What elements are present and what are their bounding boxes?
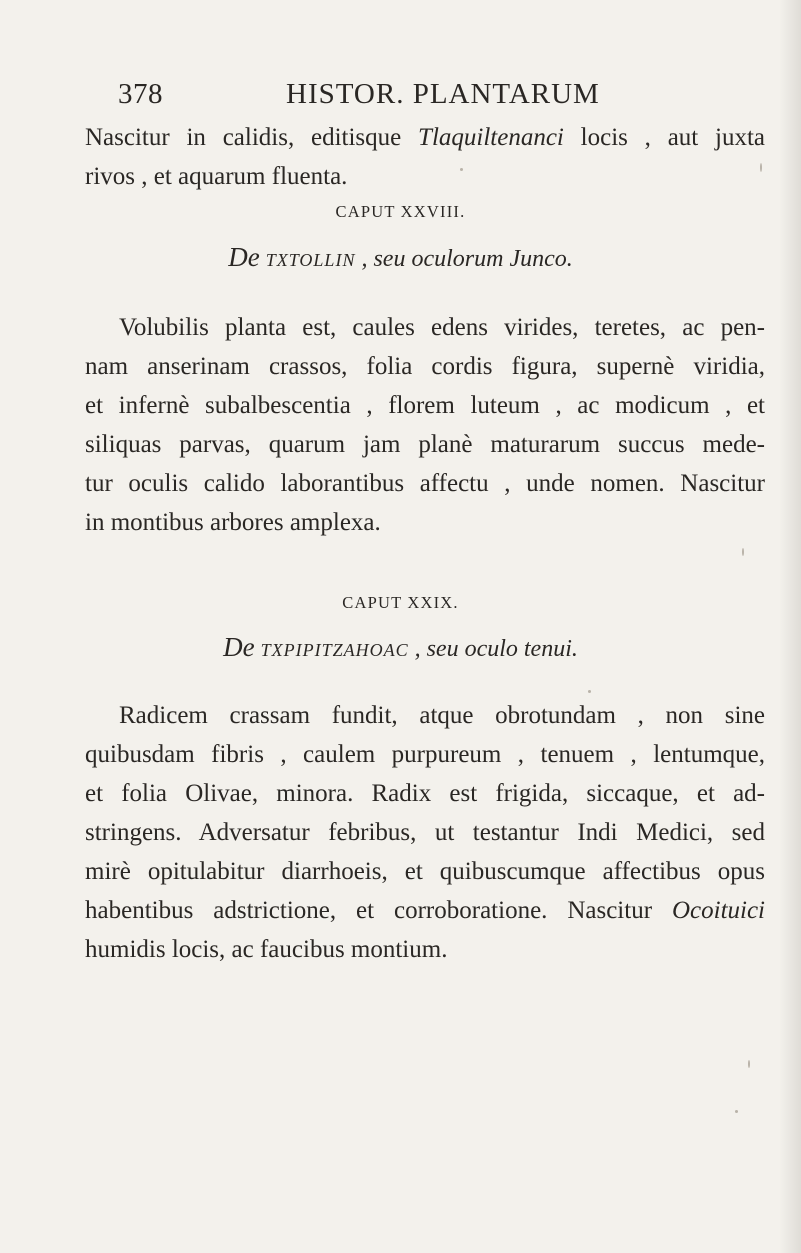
page-edge-shadow [779, 0, 801, 1253]
text-line: stringens. Adversatur febribus, ut testantur Indi Medici, sed [85, 819, 765, 846]
paper-speck [735, 1110, 738, 1113]
text-line: humidis locis, ac faucibus montium. [85, 936, 448, 963]
intro-paragraph [85, 118, 765, 196]
text-line: habentibus adstrictione, et corroboratione. Nascitur Ocoituici [85, 897, 765, 924]
text-line: in montibus arbores amplexa. [85, 509, 381, 536]
paper-speck [460, 168, 463, 171]
paper-speck [742, 548, 744, 556]
text-line: Volubilis planta est, caules edens virides, teretes, ac pen- [119, 314, 765, 341]
subtitle-de: De [228, 242, 260, 272]
plant-name: TXTOLLIN [265, 250, 356, 270]
text-line: nam anserinam crassos, folia cordis figura, supernè viridia, [85, 353, 765, 380]
text-line: et folia Olivae, minora. Radix est frigida, siccaque, et ad- [85, 780, 765, 807]
page-header [118, 78, 678, 118]
chapter-28-body [85, 308, 765, 542]
text-line: tur oculis calido laborantibus affectu , unde nomen. Nascitur [85, 470, 765, 497]
subtitle-rest: seu oculorum Junco. [373, 246, 573, 272]
text-line: rivos , et aquarum fluenta. [85, 163, 348, 190]
place-name: Ocoituici [671, 897, 765, 924]
subtitle-rest: seu oculo tenui. [426, 636, 578, 662]
paper-speck [588, 690, 591, 693]
chapter-29-body [85, 696, 765, 969]
text-line: Nascitur in calidis, editisque Tlaquiltenanci locis , aut juxta [85, 124, 766, 151]
place-name: Tlaquiltenanci [418, 124, 564, 151]
chapter-subtitle-28: De TXTOLLIN , seu oculorum Junco. [228, 242, 573, 272]
text-line: et infernè subalbescentia , florem luteum , ac modicum , et [85, 392, 765, 419]
chapter-heading-28: CAPUT XXVIII. [335, 202, 466, 221]
chapter-subtitle-29: De TXPIPITZAHOAC , seu oculo tenui. [223, 632, 578, 662]
page-number: 378 [118, 78, 163, 110]
chapter-heading-29: CAPUT XXIX. [342, 593, 459, 612]
running-title: HISTOR. PLANTARUM [286, 78, 600, 110]
text-line: quibusdam fibris , caulem purpureum , tenuem , lentumque, [85, 741, 765, 768]
paper-speck [760, 163, 762, 172]
text-line: Radicem crassam fundit, atque obrotundam , non sine [119, 702, 765, 729]
plant-name: TXPIPITZAHOAC [260, 640, 409, 660]
subtitle-de: De [223, 632, 255, 662]
text-line: mirè opitulabitur diarrhoeis, et quibuscumque affectibus opus [85, 858, 765, 885]
text-line: siliquas parvas, quarum jam planè maturarum succus mede- [85, 431, 765, 458]
paper-speck [748, 1060, 750, 1068]
